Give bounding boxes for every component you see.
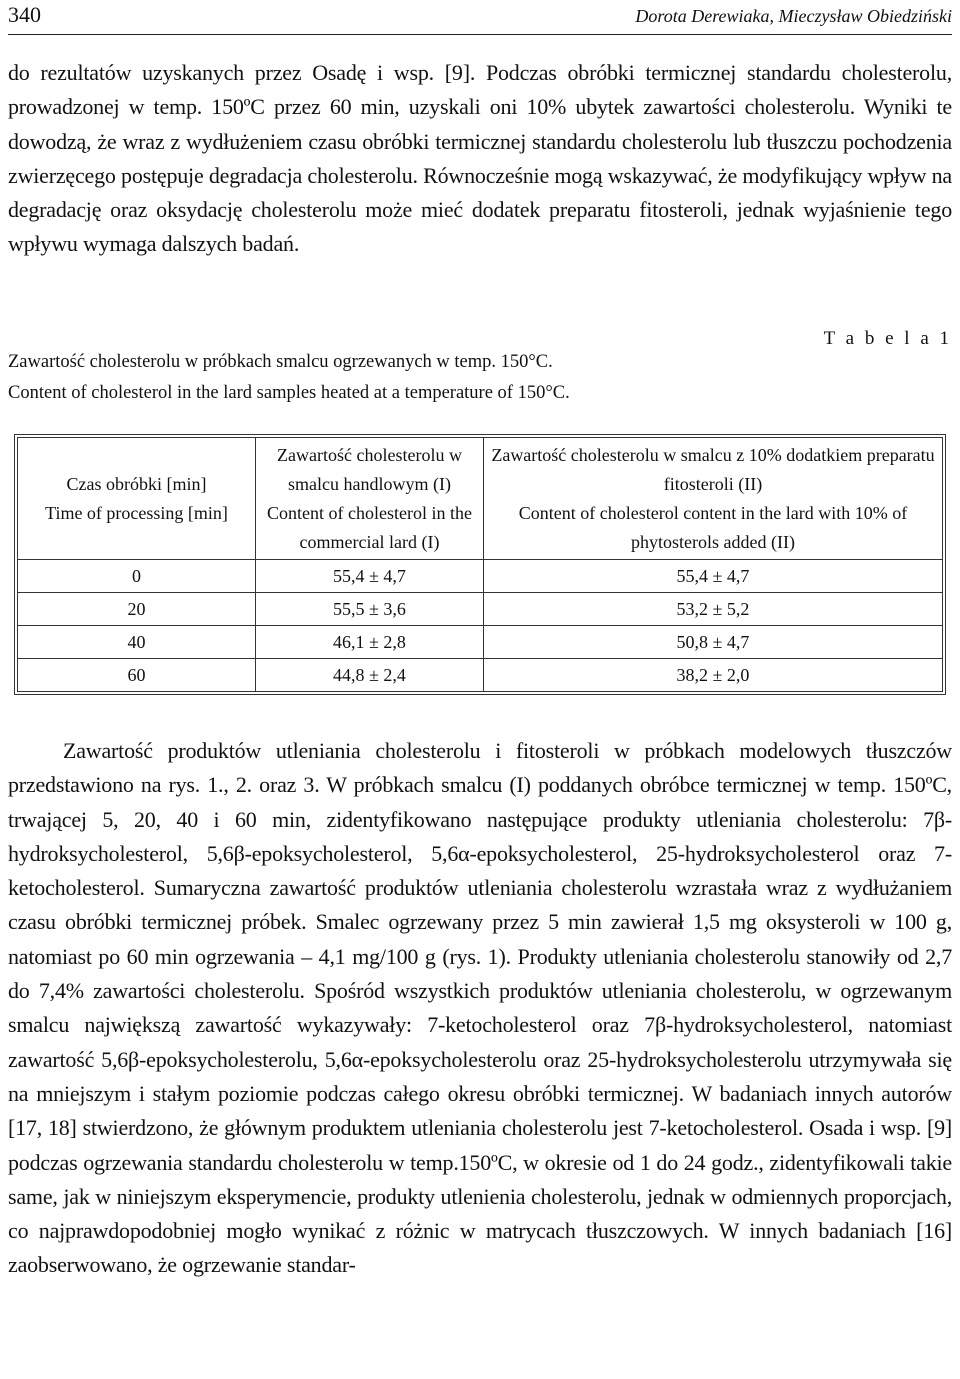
cell-lard-ii: 50,8 ± 4,7: [484, 626, 943, 659]
header-lard-ii: [484, 438, 943, 560]
header-lard-i: [256, 438, 484, 560]
cell-lard-ii: 55,4 ± 4,7: [484, 560, 943, 593]
page-number: 340: [8, 2, 41, 27]
table-caption-pl: Zawartość cholesterolu w próbkach smalcu ogrzewanych w temp. 150°C.: [8, 352, 553, 372]
running-head-authors: Dorota Derewiaka, Mieczysław Obiedziński: [635, 6, 952, 26]
cell-lard-ii: 53,2 ± 5,2: [484, 593, 943, 626]
cell-time: 60: [18, 659, 256, 692]
header-time: [18, 438, 256, 560]
cell-time: 20: [18, 593, 256, 626]
page-header: [8, 0, 952, 35]
cell-lard-i: 55,5 ± 3,6: [256, 593, 484, 626]
table-row: [18, 626, 943, 659]
paragraph-2-text: Zawartość produktów utleniania cholesterolu i fitosteroli w próbkach modelowych tłuszczów przedstawiono na rys. 1., 2. oraz 3. W próbkach smalcu (I) poddanych obróbce termicznej w temp. 150ºC, trwającej 5, 20, 40 i 60 min, zidentyfikowano następujące produkty utleniania cholesterolu: 7β-hydroksycholesterol, 5,6β-epoksycholesterol, 5,6α-epoksycholesterol, 25-hydroksycholesterol oraz 7-ketocholesterol. Sumaryczna zawartość produktów utleniania cholesterolu wzrastała wraz z wydłużaniem czasu obróbki termicznej próbek. Smalec ogrzewany przez 5 min zawierał 1,5 mg oksysteroli w 100 g, natomiast po 60 min ogrzewania – 4,1 mg/100 g (rys. 1). Produkty utleniania cholesterolu stanowiły od 2,7 do 7,4% zawartości cholesterolu. Spośród wszystkich produktów utleniania cholesterolu, w ogrzewanym smalcu największą zawartość wykazywały: 7-ketocholesterol oraz 7β-hydroksycholesterol, natomiast zawartość 5,6β-epoksycholesterolu, 5,6α-epoksycholesterolu oraz 25-hydroksycholesterolu utrzymywała się na mniejszym i stałym poziomie podczas całego okresu obróbki termicznej. W badaniach innych autorów [17, 18] stwierdzono, że głównym produktem utleniania cholesterolu jest 7-ketocholesterol. Osada i wsp. [9] podczas ogrzewania standardu cholesterolu w temp.150ºC, w okresie od 1 do 24 godz., zidentyfikowali takie same, jak w niniejszym eksperymencie, produkty utlenienia cholesterolu, jednak w odmiennych proporcjach, co najprawdopodobniej mogło wynikać z różnic w matrycach tłuszczowych. W innych badaniach [16] zaobserwowano, że ogrzewanie standar-: [8, 738, 952, 1278]
table-row: [18, 659, 943, 692]
cell-lard-i: 44,8 ± 2,4: [256, 659, 484, 692]
paragraph-1: do rezultatów uzyskanych przez Osadę i wsp. [9]. Podczas obróbki termicznej standardu cholesterolu, prowadzonej w temp. 150ºC przez 60 min, uzyskali oni 10% ubytek zawartości cholesterolu. Wyniki te dowodzą, że wraz z wydłużeniem czasu obróbki termicznej standardu cholesterolu lub tłuszczu pochodzenia zwierzęcego postępuje degradacja cholesterolu. Równocześnie mogą wskazywać, że modyfikujący wpływ na degradację oraz oksydację cholesterolu może mieć dodatek preparatu fitosteroli, jednak wyjaśnienie tego wpływu wymaga dalszych badań.: [8, 60, 952, 257]
header-lard-i-pl: Zawartość cholesterolu w smalcu handlowym (I): [277, 444, 462, 494]
table-caption-en: Content of cholesterol in the lard samples heated at a temperature of 150°C.: [8, 383, 570, 403]
header-lard-ii-pl: Zawartość cholesterolu w smalcu z 10% dodatkiem preparatu fitosteroli (II): [491, 444, 935, 494]
cholesterol-table: [17, 437, 943, 692]
paragraph-2: [8, 734, 952, 1283]
header-time-pl: Czas obróbki [min]: [66, 473, 207, 494]
cell-lard-i: 46,1 ± 2,8: [256, 626, 484, 659]
cell-time: 0: [18, 560, 256, 593]
table-label: T a b e l a 1: [823, 328, 952, 349]
cell-lard-ii: 38,2 ± 2,0: [484, 659, 943, 692]
table-frame: [14, 434, 946, 695]
table-row: [18, 593, 943, 626]
cell-time: 40: [18, 626, 256, 659]
header-lard-ii-en: Content of cholesterol content in the lard with 10% of phytosterols added (II): [518, 502, 908, 552]
cell-lard-i: 55,4 ± 4,7: [256, 560, 484, 593]
table-row: [18, 560, 943, 593]
header-lard-i-en: Content of cholesterol in the commercial lard (I): [267, 502, 472, 552]
header-time-en: Time of processing [min]: [45, 502, 228, 523]
table-header-row: [18, 438, 943, 560]
